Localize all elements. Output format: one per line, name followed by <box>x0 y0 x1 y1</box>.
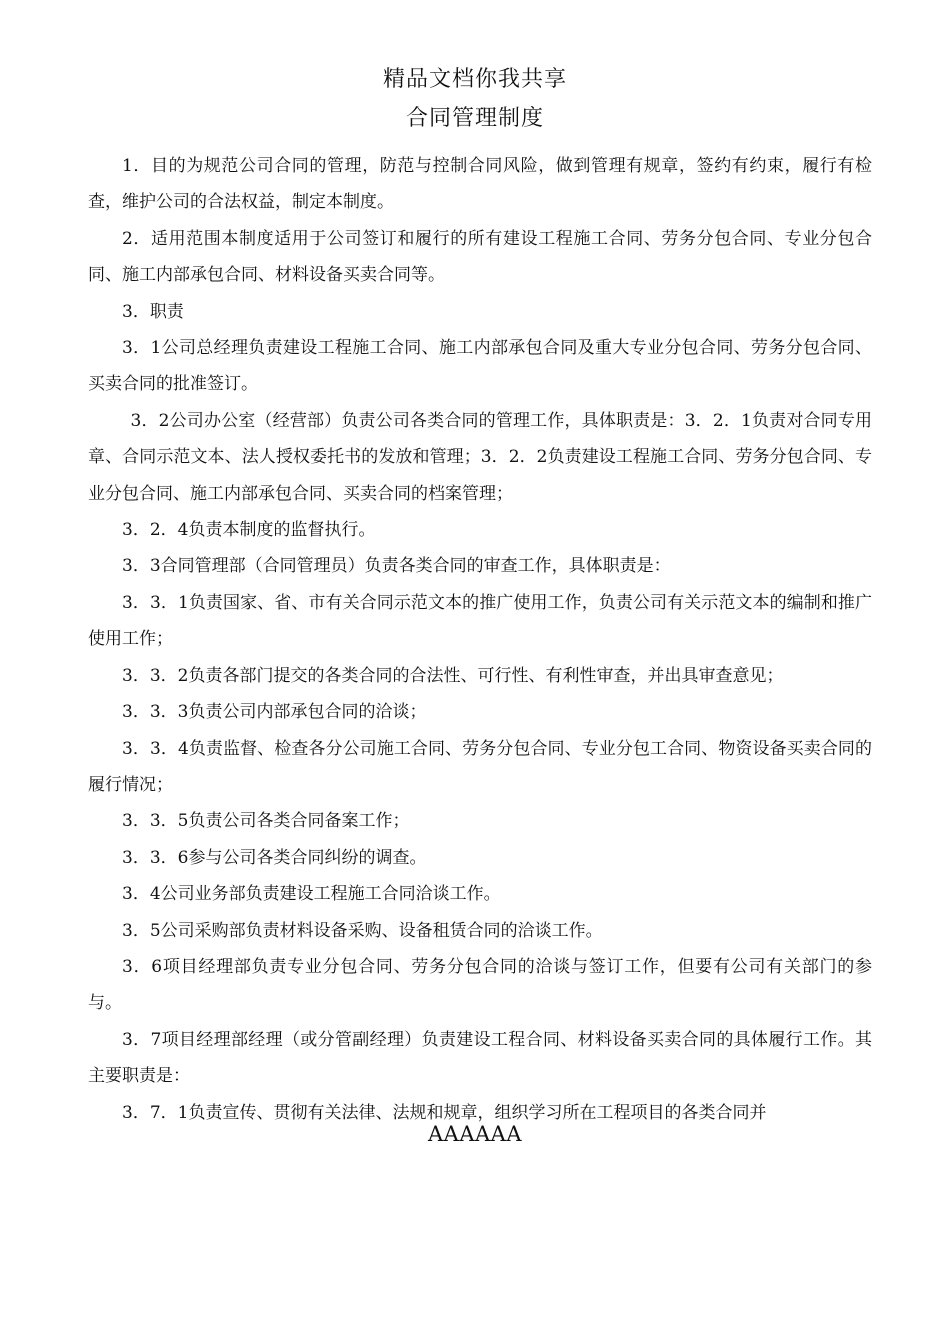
paragraph-purpose: 1．目的为规范公司合同的管理，防范与控制合同风险，做到管理有规章，签约有约束，履行有检查，维护公司的合法权益，制定本制度。 <box>88 156 872 213</box>
document-title: 合同管理制度 <box>405 106 544 131</box>
paragraph-scope: 2．适用范围本制度适用于公司签订和履行的所有建设工程施工合同、劳务分包合同、专业分包合同、施工内部承包合同、材料设备买卖合同等。 <box>88 228 872 286</box>
paragraph-3-2: 3．2公司办公室（经营部）负责公司各类合同的管理工作，具体职责是：3．2．1负责对合同专用章、合同示范文本、法人授权委托书的发放和管理；3．2．2负责建设工程施工合同、劳务分包合同、专业分包合同、施工内部承包合同、买卖合同的档案管理； <box>88 410 872 504</box>
paragraph-3-5: 3．5公司采购部负责材料设备采购、设备租赁合同的洽谈工作。 <box>122 920 603 941</box>
paragraph-3-3-3: 3．3．3负责公司内部承包合同的洽谈； <box>122 702 427 723</box>
paragraph-3-3-1: 3．3．1负责国家、省、市有关合同示范文本的推广使用工作，负责公司有关示范文本的编制和推广使用工作； <box>88 592 872 650</box>
page-footer: AAAAAA <box>428 1122 522 1146</box>
paragraph-3-6: 3．6项目经理部负责专业分包合同、劳务分包合同的洽谈与签订工作，但要有公司有关部门的参与。 <box>88 956 872 1014</box>
paragraph-3-2-4: 3．2．4负责本制度的监督执行。 <box>122 520 376 541</box>
paragraph-3-7: 3．7项目经理部经理（或分管副经理）负责建设工程合同、材料设备买卖合同的具体履行工作。其主要职责是： <box>88 1029 872 1087</box>
paragraph-3-3-5: 3．3．5负责公司各类合同备案工作； <box>122 811 410 832</box>
paragraph-3-3: 3．3合同管理部（合同管理员）负责各类合同的审查工作，具体职责是： <box>122 556 671 577</box>
paragraph-3-3-6: 3．3．6参与公司各类合同纠纷的调查。 <box>122 847 427 868</box>
paragraph-3-1: 3．1公司总经理负责建设工程施工合同、施工内部承包合同及重大专业分包合同、劳务分包合同、买卖合同的批准签订。 <box>88 338 872 395</box>
paragraph-3-4: 3．4公司业务部负责建设工程施工合同洽谈工作。 <box>122 884 501 905</box>
paragraph-responsibilities-heading: 3．职责 <box>122 301 184 322</box>
document-body <box>88 148 872 1131</box>
paragraph-3-3-4: 3．3．4负责监督、检查各分公司施工合同、劳务分包合同、专业分包工合同、物资设备买卖合同的履行情况； <box>88 738 872 795</box>
paragraph-3-7-1: 3．7．1负责宣传、贯彻有关法律、法规和规章，组织学习所在工程项目的各类合同并 <box>122 1102 767 1123</box>
page-header-banner: 精品文档你我共享 <box>382 67 567 92</box>
paragraph-3-3-2: 3．3．2负责各部门提交的各类合同的合法性、可行性、有利性审查，并出具审查意见； <box>122 665 784 686</box>
